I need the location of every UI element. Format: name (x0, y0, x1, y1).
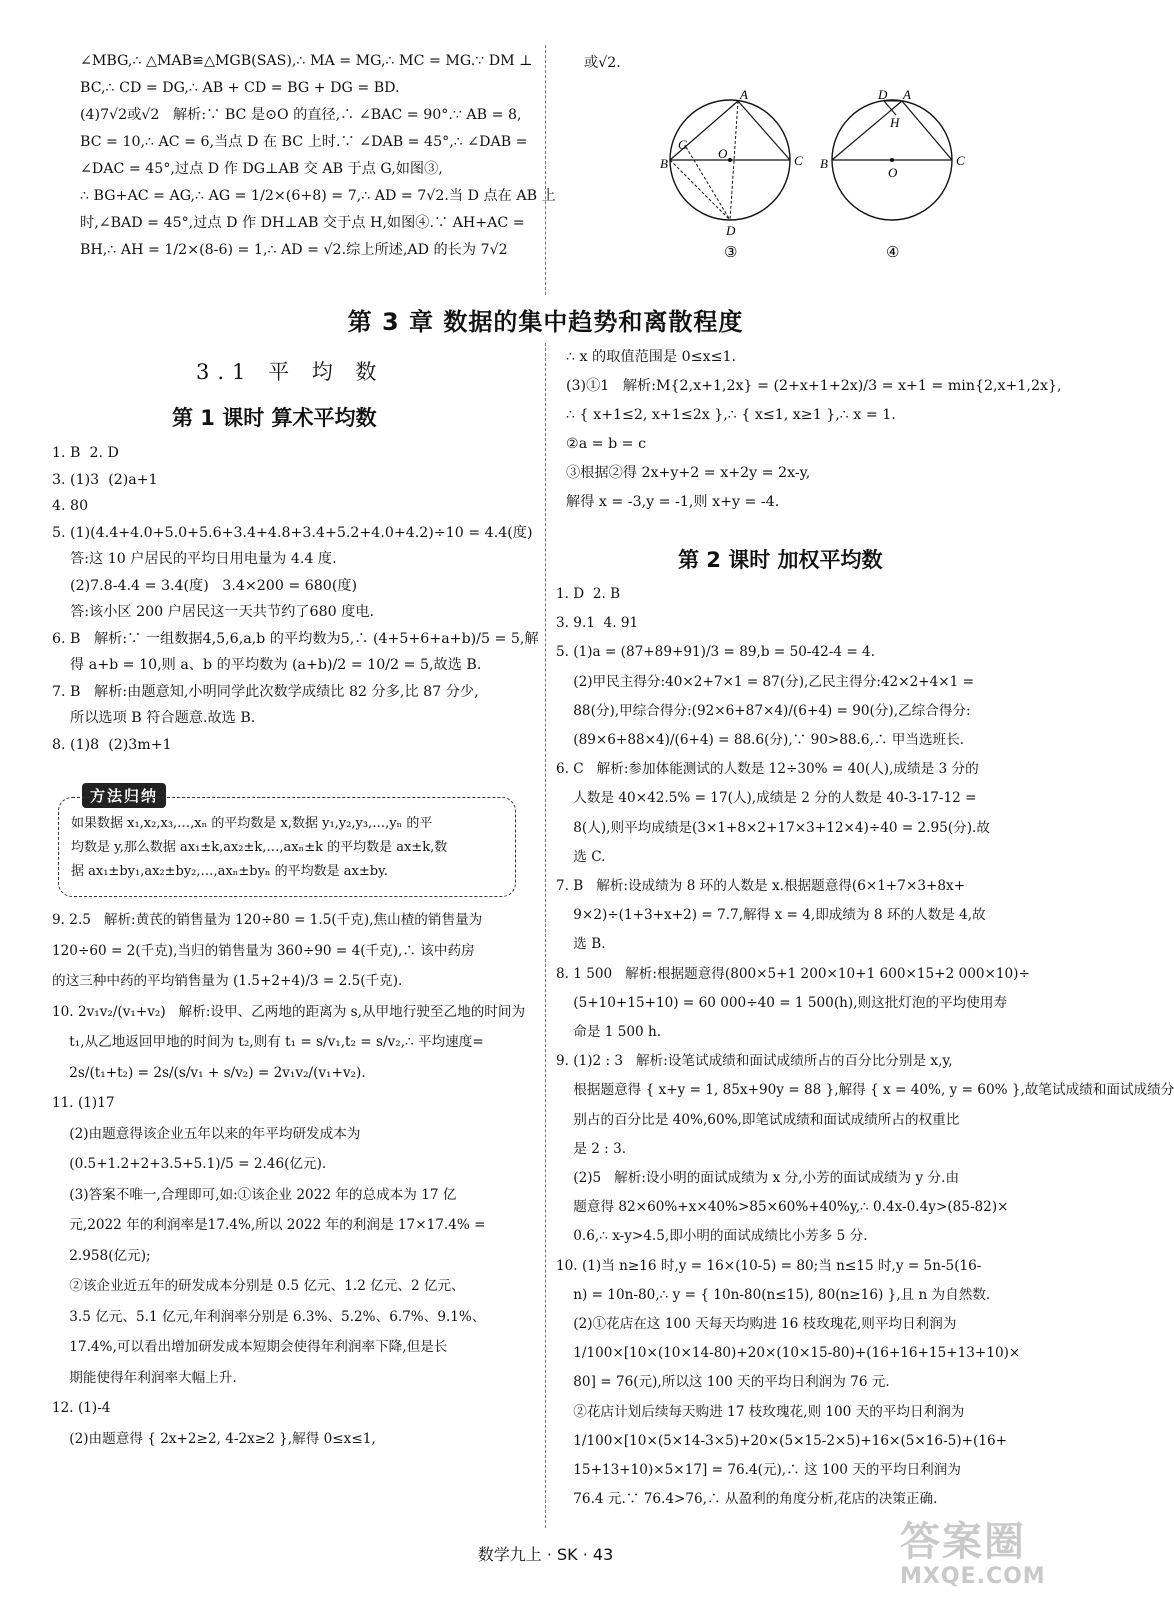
method-summary-box (58, 797, 516, 897)
text-line: 8(人),则平均成绩是(3×1+8×2+17×3+12×4)÷40 = 2.95(分).故 (556, 819, 990, 836)
text-line: 5. (1)(4.4+4.0+5.0+5.6+3.4+4.8+3.4+5.2+4.0+4.2)÷10 = 4.4(度) (52, 524, 533, 541)
label-B: B (820, 156, 828, 171)
text-line: (3)答案不唯一,合理即可,如:①该企业 2022 年的总成本为 17 亿 (52, 1186, 457, 1203)
text-line: 120÷60 = 2(千克),当归的销售量为 360÷90 = 4(千克),∴ 该中药房 (52, 942, 475, 959)
text-line: 9. 2.5 解析:黄芪的销售量为 120÷80 = 1.5(千克),焦山楂的销售量为 (52, 912, 483, 928)
column-divider-top (545, 45, 546, 295)
text-line: 解得 x = -3,y = -1,则 x+y = -4. (566, 494, 780, 510)
text-line: n) = 10n-80,∴ y = { 10n-80(n≤15), 80(n≥16) },且 n 为自然数. (556, 1286, 991, 1303)
circle-figures (660, 87, 980, 275)
text-line: 题意得 82×60%+x×40%>85×60%+40%y,∴ 0.4x-0.4y>(85-82)× (556, 1199, 1009, 1216)
column-divider-bottom (545, 343, 546, 1528)
label-H: H (890, 115, 900, 130)
lesson-1-title: 第 1 课时 算术平均数 (172, 406, 377, 430)
text-line: 10. 2v₁v₂/(v₁+v₂) 解析:设甲、乙两地的距离为 s,从甲地行驶至乙地的时间为 (52, 1003, 526, 1020)
text-line: ∠MBG,∴ △MAB≌△MGB(SAS),∴ MA = MG,∴ MC = MG.∵ DM ⊥ (80, 53, 533, 69)
text-line: ②该企业近五年的研发成本分别是 0.5 亿元、1.2 亿元、2 亿元、 (52, 1278, 465, 1294)
left-answers-part1 (52, 440, 539, 758)
figure-caption: ④ (886, 245, 900, 261)
text-line: 12. (1)-4 (52, 1400, 111, 1416)
text-line: 人数是 40×42.5% = 17(人),成绩是 2 分的人数是 40-3-17-12 = (556, 790, 977, 807)
text-line: (2)由题意得 { 2x+2≥2, 4-2x≥2 },解得 0≤x≤1, (52, 1430, 376, 1447)
text-line: ②a = b = c (566, 436, 647, 452)
top-left-solution (80, 48, 556, 264)
text-line: ②花店计划后续每天购进 17 枝玫瑰花,则 100 天的平均日利润为 (556, 1403, 965, 1420)
text-line: 7. B 解析:由题意知,小明同学此次数学成绩比 82 分多,比 87 分少, (52, 683, 479, 700)
site-watermark (900, 1520, 1080, 1595)
text-line: (5+10+15+10) = 60 000÷40 = 1 500(h),则这批灯泡的平均使用寿 (556, 994, 1008, 1011)
text-line: (4)7√2或√2 解析:∵ BC 是⊙O 的直径,∴ ∠BAC = 90°.∵ AB = 8, (80, 107, 522, 123)
text-line: 6. C 解析:参加体能测试的人数是 12÷30% = 40(人),成绩是 3 分的 (556, 761, 979, 778)
label-O: O (718, 146, 728, 161)
text-line: ∴ x 的取值范围是 0≤x≤1. (566, 349, 737, 365)
text-line: 是 2 : 3. (556, 1140, 627, 1157)
text-line: 1/100×[10×(10×14-80)+20×(10×15-80)+(16+16+15+13+10)× (556, 1345, 1021, 1362)
text-line: 别占的百分比是 40%,60%,即笔试成绩和面试成绩所占的权重比 (556, 1111, 960, 1128)
text-line: (2)5 解析:设小明的面试成绩为 x 分,小芳的面试成绩为 y 分.由 (556, 1170, 960, 1187)
text-line: 1. D 2. B (556, 586, 621, 602)
label-A: A (903, 87, 911, 102)
text-line: 所以选项 B 符合题意.故选 B. (52, 710, 256, 726)
text-line: ③根据②得 2x+y+2 = x+2y = 2x-y, (566, 465, 811, 481)
text-line: BC = 10,∴ AC = 6,当点 D 在 BC 上时.∵ ∠DAB = 45°,∴ ∠DAB = (80, 134, 528, 150)
text-line: (2)①花店在这 100 天每天均购进 16 枝玫瑰花,则平均日利润为 (556, 1316, 957, 1333)
text-line: 76.4 元.∵ 76.4>76,∴ 从盈利的角度分析,花店的决策正确. (556, 1491, 938, 1508)
text-line: 据 ax₁±by₁,ax₂±by₂,…,axₙ±byₙ 的平均数是 ax±by. (71, 864, 388, 879)
text-line: 2s/(t₁+t₂) = 2s/(s/v₁ + s/v₂) = 2v₁v₂/(v₁+v₂). (52, 1064, 366, 1081)
text-line: 时,∠BAD = 45°,过点 D 作 DH⊥AB 交于点 H,如图④.∵ AH+AC = (80, 215, 525, 231)
text-line: 3. (1)3 (2)a+1 (52, 471, 158, 488)
page-footer: 数学九上 · SK · 43 (477, 1545, 614, 1564)
text-line: (0.5+1.2+2+3.5+5.1)/5 = 2.46(亿元). (52, 1156, 327, 1172)
label-D: D (878, 87, 888, 102)
text-line: 选 B. (556, 936, 606, 953)
text-line: 或√2. (584, 55, 621, 71)
text-line: 9. (1)2 : 3 解析:设笔试成绩和面试成绩所占的百分比分别是 x,y, (556, 1053, 953, 1070)
text-line: (2)甲民主得分:40×2+7×1 = 87(分),乙民主得分:42×2+4×1 = (556, 673, 975, 690)
text-line: 3. 9.1 4. 91 (556, 615, 639, 632)
text-line: 元,2022 年的利润率是17.4%,所以 2022 年的利润是 17×17.4% = (52, 1217, 486, 1233)
text-line: 答:这 10 户居民的平均日用电量为 4.4 度. (52, 551, 337, 567)
text-line: 9×2)÷(1+3+x+2) = 7.7,解得 x = 4,即成绩为 8 环的人数是 4,故 (556, 907, 986, 924)
text-line: (89×6+88×4)/(6+4) = 88.6(分),∵ 90>88.6,∴ 甲当选班长. (556, 732, 965, 749)
text-line: 8. (1)8 (2)3m+1 (52, 736, 172, 753)
text-line: 答:该小区 200 户居民这一天共节约了680 度电. (52, 604, 375, 620)
text-line: 10. (1)当 n≥16 时,y = 16×(10-5) = 80;当 n≤15 时,y = 5n-5(16- (556, 1257, 982, 1274)
text-line: 0.6,∴ x-y>4.5,即小明的面试成绩比小芳多 5 分. (556, 1228, 868, 1245)
text-line: ∠DAC = 45°,过点 D 作 DG⊥AB 交 AB 于点 G,如图③, (80, 161, 443, 177)
text-line: 5. (1)a = (87+89+91)/3 = 89,b = 50-42-4 = 4. (556, 644, 876, 661)
watermark-logo-text: 答案圈 (900, 1519, 1026, 1565)
left-answers-part2 (52, 905, 536, 1454)
lesson-2-title: 第 2 课时 加权平均数 (678, 548, 883, 572)
label-O: O (888, 165, 898, 180)
text-line: 80] = 76(元),所以这 100 天的平均日利润为 76 元. (556, 1374, 890, 1391)
label-C: C (794, 153, 803, 168)
text-line: ∴ { x+1≤2, x+1≤2x },∴ { x≤1, x≥1 },∴ x = 1. (566, 407, 896, 423)
label-G: G (678, 137, 688, 152)
text-line: 2.958(亿元); (52, 1247, 151, 1264)
text-line: 17.4%,可以看出增加研发成本短期会使得年利润率下降,但是长 (52, 1339, 448, 1355)
method-summary-tag: 方法归纳 (82, 783, 166, 808)
text-line: 6. B 解析:∵ 一组数据4,5,6,a,b 的平均数为5,∴ (4+5+6+a+b)/5 = 5,解 (52, 630, 539, 647)
text-line: 均数是 y,那么数据 ax₁±k,ax₂±k,…,axₙ±k 的平均数是 ax±k,数 (71, 840, 448, 855)
top-right-solution (584, 50, 1044, 77)
text-line: 根据题意得 { x+y = 1, 85x+90y = 88 },解得 { x = 40%, y = 60% },故笔试成绩和面试成绩分 (556, 1082, 1174, 1099)
text-line: 如果数据 x₁,x₂,x₃,…,xₙ 的平均数是 x,数据 y₁,y₂,y₃,…,yₙ 的平 (71, 816, 433, 831)
text-line: 得 a+b = 10,则 a、b 的平均数为 (a+b)/2 = 10/2 = 5,故选 B. (52, 657, 482, 673)
label-B: B (660, 156, 668, 171)
right-answers-part2 (556, 580, 1174, 1515)
section-title: 3.1 平 均 数 (196, 360, 385, 384)
text-line: 1. B 2. D (52, 445, 119, 461)
text-line: 1/100×[10×(5×14-3×5)+20×(5×15-2×5)+16×(5×16-5)+(16+ (556, 1432, 1008, 1449)
text-line: (2)7.8-4.4 = 3.4(度) 3.4×200 = 680(度) (52, 577, 358, 594)
text-line: 3.5 亿元、5.1 亿元,年利润率分别是 6.3%、5.2%、6.7%、9.1%、 (52, 1308, 486, 1325)
watermark-url: MXQE.COM (900, 1564, 1046, 1589)
label-D: D (726, 223, 736, 238)
text-line: 15+13+10)×5×17] = 76.4(元),∴ 这 100 天的平均日利润为 (556, 1462, 961, 1479)
text-line: 11. (1)17 (52, 1095, 115, 1111)
text-line: t₁,从乙地返回甲地的时间为 t₂,则有 t₁ = s/v₁,t₂ = s/v₂,∴ 平均速度= (52, 1034, 484, 1050)
figure-caption: ③ (724, 245, 738, 261)
text-line: BC,∴ CD = DG,∴ AB + CD = BG + DG = BD. (80, 80, 400, 96)
label-A: A (740, 87, 748, 102)
text-line: 期能使得年利润率大幅上升. (52, 1369, 237, 1386)
text-line: 命是 1 500 h. (556, 1024, 662, 1041)
text-line: ∴ BG+AC = AG,∴ AG = 1/2×(6+8) = 7,∴ AD = 7√2.当 D 点在 AB 上 (80, 188, 556, 204)
text-line: (3)①1 解析:M{2,x+1,2x} = (2+x+1+2x)/3 = x+1 = min{2,x+1,2x}, (566, 378, 1062, 394)
text-line: 的这三种中药的平均销售量为 (1.5+2+4)/3 = 2.5(千克). (52, 973, 403, 989)
label-C: C (956, 153, 965, 168)
right-answers-part1 (566, 343, 1062, 517)
text-line: 8. 1 500 解析:根据题意得(800×5+1 200×10+1 600×15+2 000×10)÷ (556, 965, 1030, 982)
text-line: BH,∴ AH = 1/2×(8-6) = 1,∴ AD = √2.综上所述,AD 的长为 7√2 (80, 242, 508, 258)
figure-3 (660, 87, 803, 261)
text-line: 选 C. (556, 848, 606, 865)
text-line: (2)由题意得该企业五年以来的年平均研发成本为 (52, 1125, 361, 1142)
text-line: 4. 80 (52, 498, 89, 514)
figure-4 (820, 87, 965, 261)
chapter-title: 第 3 章 数据的集中趋势和离散程度 (347, 308, 744, 336)
text-line: 7. B 解析:设成绩为 8 环的人数是 x.根据题意得(6×1+7×3+8x+ (556, 878, 966, 895)
text-line: 88(分),甲综合得分:(92×6+87×4)/(6+4) = 90(分),乙综合得分: (556, 702, 971, 719)
